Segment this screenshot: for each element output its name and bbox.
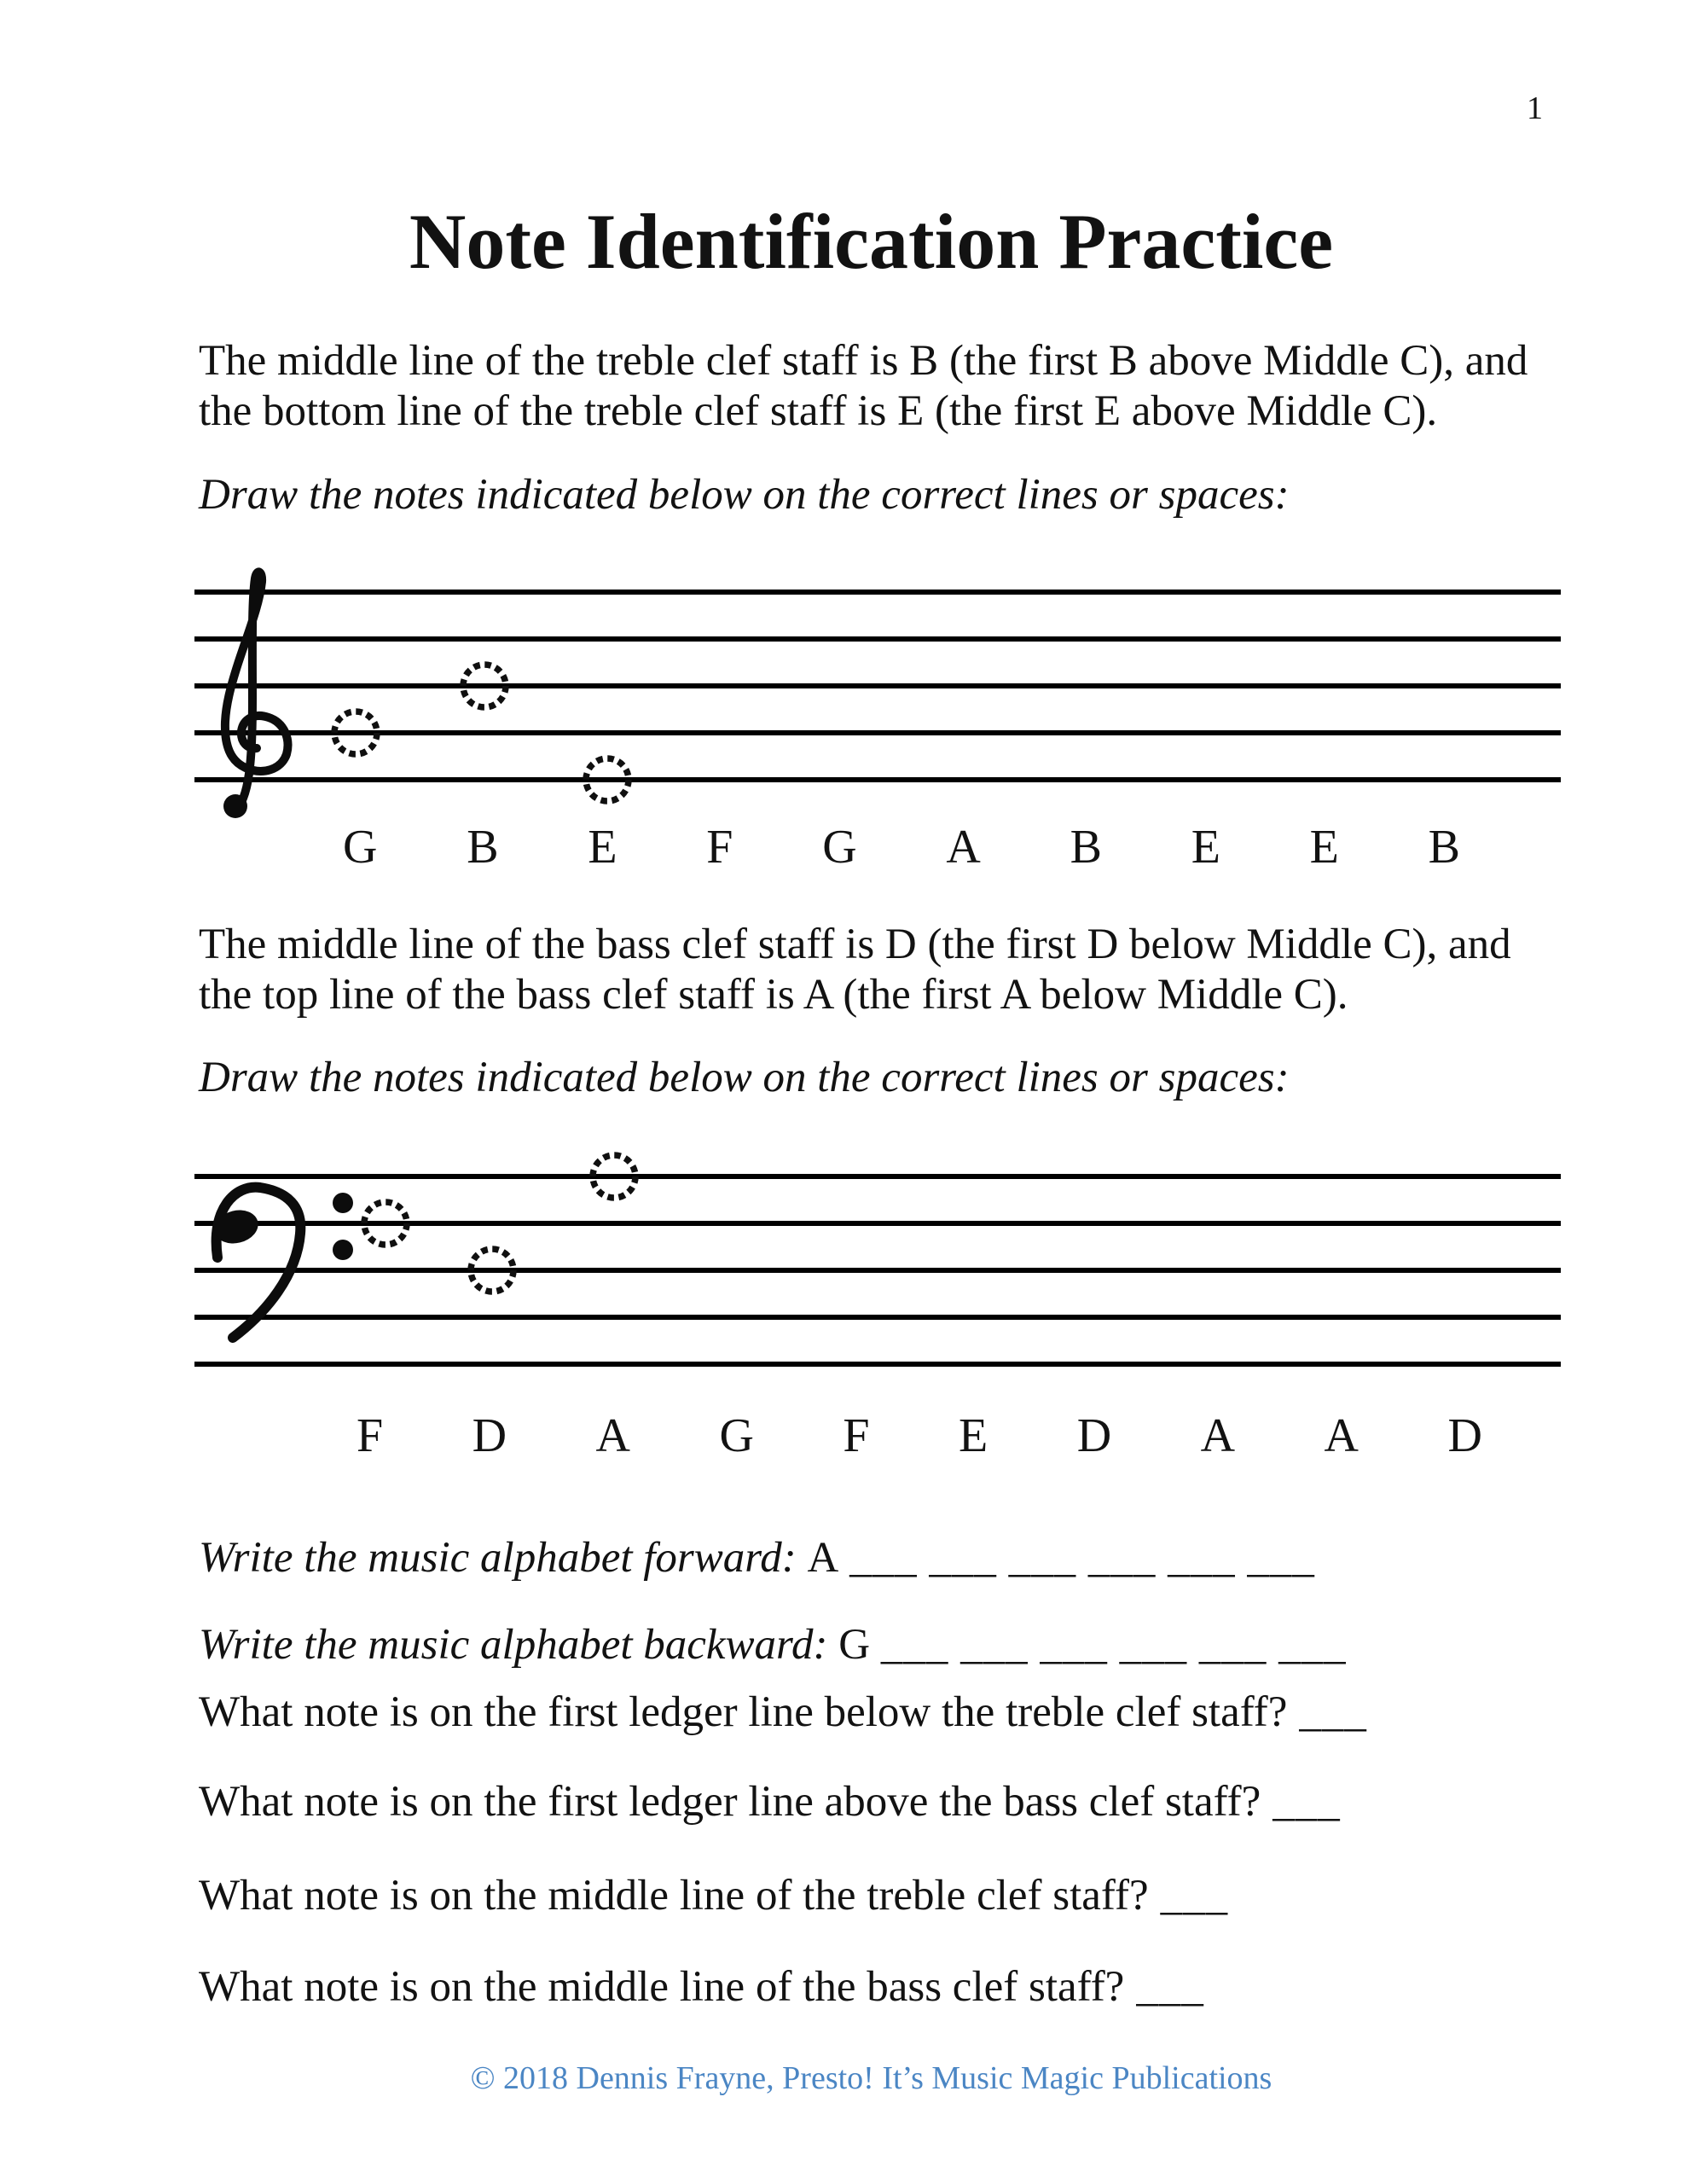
- paragraph-line: the top line of the bass clef staff is A (the first A below Middle C).: [199, 971, 1348, 1019]
- exercise-prompt: Write the music alphabet backward:: [199, 1621, 828, 1669]
- page-title: Note Identification Practice: [409, 198, 1334, 285]
- note-label: E: [959, 1409, 988, 1462]
- question-text: What note is on the first ledger line below the treble clef staff?: [199, 1688, 1288, 1736]
- note-label: D: [472, 1409, 507, 1462]
- note-label: A: [595, 1409, 630, 1462]
- note-label: A: [1200, 1409, 1236, 1462]
- treble-staff: [194, 590, 1561, 782]
- staff-line: [194, 730, 1561, 735]
- note-label: D: [1076, 1409, 1112, 1462]
- note-label: D: [1447, 1409, 1482, 1462]
- paragraph-line: The middle line of the bass clef staff is D (the first D below Middle C), and: [199, 921, 1511, 968]
- page-number: 1: [1527, 90, 1543, 126]
- note-label: F: [843, 1409, 870, 1462]
- note-label: A: [946, 821, 981, 874]
- note-label: G: [343, 821, 378, 874]
- answer-blank: ___: [1160, 1872, 1229, 1920]
- alphabet-backward-line: [199, 1620, 1347, 1670]
- note-label: G: [822, 821, 857, 874]
- paragraph-line: the bottom line of the treble clef staff is E (the first E above Middle C).: [199, 387, 1438, 435]
- bass-clef-icon: [192, 1162, 362, 1358]
- note-label: F: [357, 1409, 384, 1462]
- question-text: What note is on the first ledger line above the bass clef staff?: [199, 1778, 1261, 1826]
- note-label: B: [1428, 821, 1460, 874]
- exercise-start-letter: G: [827, 1621, 881, 1669]
- note-label: E: [1191, 821, 1220, 874]
- staff-line: [194, 1315, 1561, 1320]
- staff-line: [194, 1268, 1561, 1273]
- treble-instruction: Draw the notes indicated below on the correct lines or spaces:: [199, 471, 1290, 519]
- answer-blank: ___: [1272, 1778, 1341, 1826]
- drawn-note-circle-f: [358, 1196, 413, 1251]
- staff-line: [194, 1174, 1561, 1179]
- drawn-note-circle-g: [328, 706, 383, 760]
- treble-note-labels: [343, 821, 1460, 874]
- alphabet-forward-line: [199, 1533, 1315, 1583]
- answer-blank: ___: [1299, 1688, 1367, 1736]
- drawn-note-circle-e: [580, 752, 635, 807]
- answer-blanks: ___ ___ ___ ___ ___ ___: [849, 1534, 1315, 1582]
- bass-intro-paragraph: [199, 920, 1511, 1020]
- treble-clef-icon: [198, 561, 309, 826]
- question-ledger-above-bass: [199, 1777, 1341, 1827]
- note-label: E: [1309, 821, 1339, 874]
- drawn-note-circle-d: [465, 1243, 519, 1298]
- treble-intro-paragraph: [199, 336, 1528, 437]
- note-label: A: [1324, 1409, 1359, 1462]
- paragraph-line: The middle line of the treble clef staff is B (the first B above Middle C), and: [199, 337, 1528, 385]
- answer-blank: ___: [1136, 1963, 1204, 2011]
- question-middle-line-bass: [199, 1962, 1204, 2013]
- question-text: What note is on the middle line of the treble clef staff?: [199, 1872, 1149, 1920]
- staff-line: [194, 590, 1561, 595]
- drawn-note-circle-b: [457, 659, 512, 713]
- footer-credit: © 2018 Dennis Frayne, Presto! It’s Music Magic Publications: [470, 2060, 1272, 2096]
- question-middle-line-treble: [199, 1871, 1228, 1921]
- drawn-note-circle-a: [587, 1149, 641, 1204]
- bass-note-labels: [357, 1409, 1482, 1462]
- staff-line: [194, 636, 1561, 642]
- question-text: What note is on the middle line of the bass clef staff?: [199, 1963, 1125, 2011]
- note-label: B: [1070, 821, 1102, 874]
- question-ledger-below-treble: [199, 1687, 1367, 1738]
- bass-instruction: Draw the notes indicated below on the correct lines or spaces:: [199, 1054, 1290, 1101]
- exercise-prompt: Write the music alphabet forward:: [199, 1534, 797, 1582]
- note-label: E: [588, 821, 617, 874]
- staff-line: [194, 777, 1561, 782]
- note-label: G: [719, 1409, 754, 1462]
- exercise-start-letter: A: [796, 1534, 850, 1582]
- note-label: F: [706, 821, 733, 874]
- staff-line: [194, 683, 1561, 688]
- answer-blanks: ___ ___ ___ ___ ___ ___: [880, 1621, 1347, 1669]
- note-label: B: [467, 821, 499, 874]
- staff-line: [194, 1362, 1561, 1367]
